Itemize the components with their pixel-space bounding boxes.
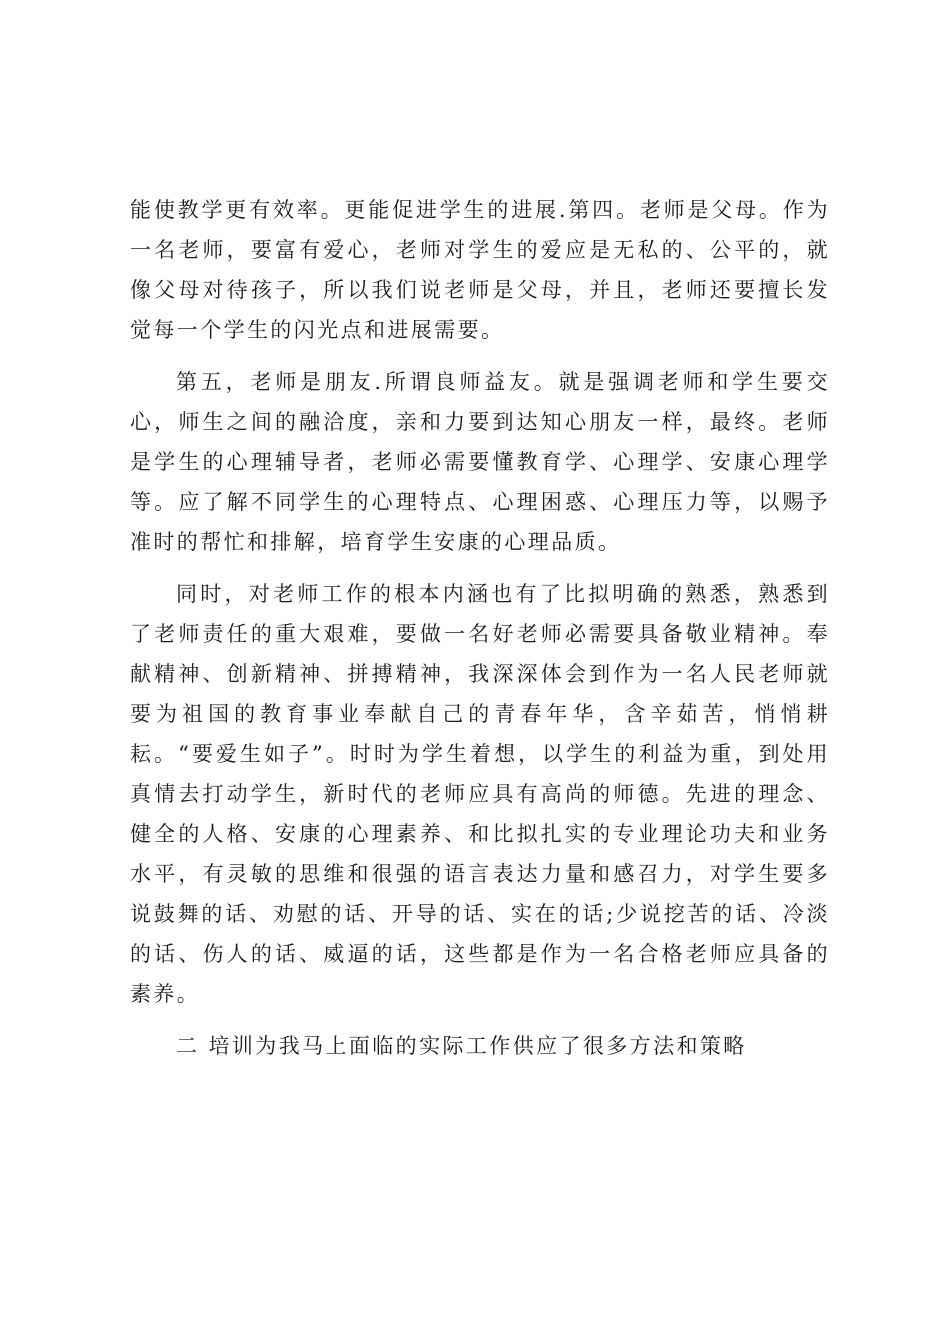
paragraph-teacher-responsibility: 同时，对老师工作的根本内涵也有了比拟明确的熟悉，熟悉到了老师责任的重大艰难，要做一名好老师必需要具备敬业精神。奉献精神、创新精神、拼搏精神，我深深体会到作为一名人民老师就要为祖国的教育事业奉献自己的青春年华，含辛茹苦，悄悄耕耘。“要爱生如子”。时时为学生着想，以学生的利益为重，到处用真情去打动学生，新时代的老师应具有高尚的师德。先进的理念、健全的人格、安康的心理素养、和比拟扎实的专业理论功夫和业务水平，有灵敏的思维和很强的语言表达力量和感召力，对学生要多说鼓舞的话、劝慰的话、开导的话、实在的话;少说挖苦的话、冷淡的话、伤人的话、威逼的话，这些都是作为一名合格老师应具备的素养。: [130, 582, 830, 1006]
document-body: [130, 190, 830, 1078]
paragraph-teacher-as-friend: 第五，老师是朋友.所谓良师益友。就是强调老师和学生要交心，师生之间的融洽度，亲和力要到达知心朋友一样，最终。老师是学生的心理辅导者，老师必需要懂教育学、心理学、安康心理学等。应了解不同学生的心理特点、心理困惑、心理压力等，以赐予准时的帮忙和排解，培育学生安康的心理品质。: [130, 370, 830, 554]
paragraph-continuation: 能使教学更有效率。更能促进学生的进展.第四。老师是父母。作为一名老师，要富有爱心，老师对学生的爱应是无私的、公平的，就像父母对待孩子，所以我们说老师是父母，并且，老师还要擅长发觉每一个学生的闪光点和进展需要。: [130, 198, 830, 342]
section-heading-training: 二 培训为我马上面临的实际工作供应了很多方法和策略: [176, 1034, 747, 1058]
